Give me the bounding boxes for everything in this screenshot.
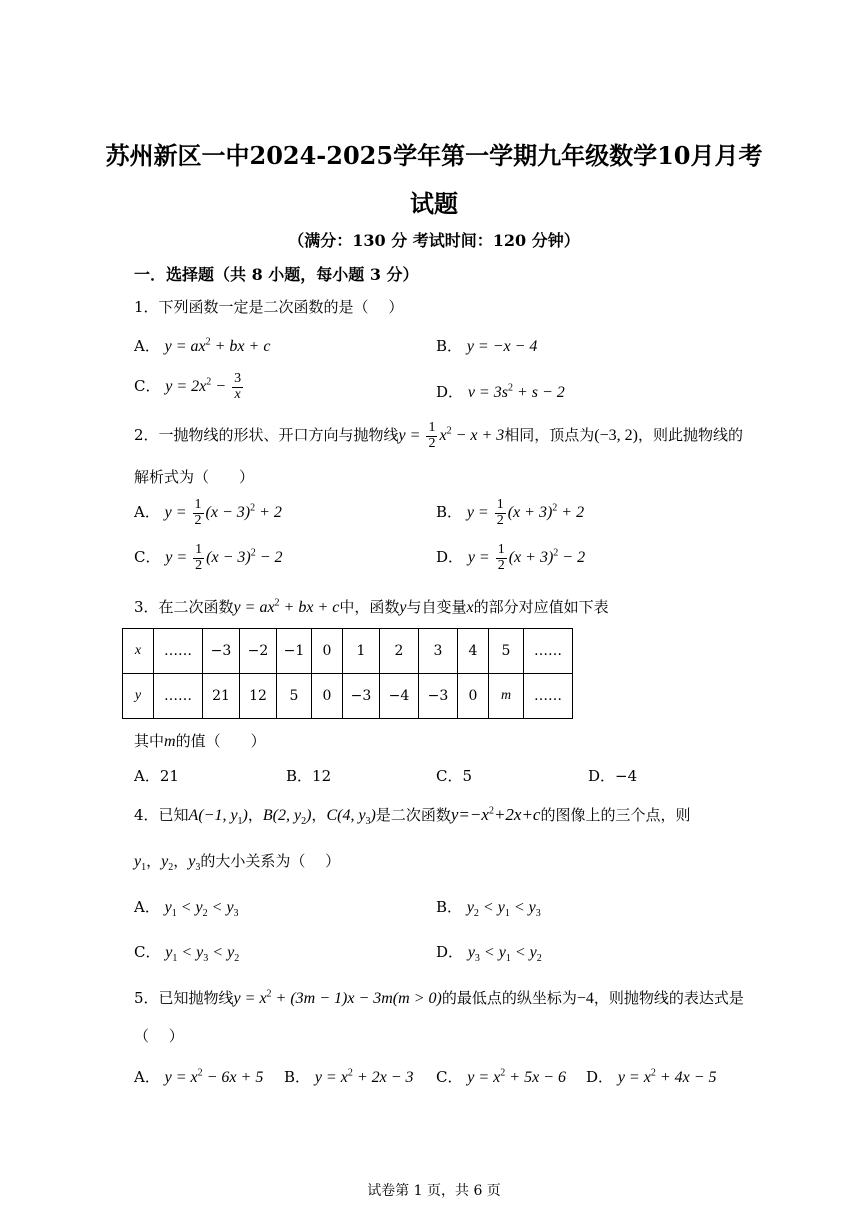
question-5-option-d: D． $y = x^2 + 4x - 5$	[586, 1067, 717, 1086]
table-cell: 21	[203, 674, 240, 719]
question-3-option-d: D．−4	[588, 767, 638, 785]
question-5-option-c: C． $y = x^2 + 5x - 6$	[436, 1067, 566, 1086]
question-2-option-a: A． y = $\frac{1}{2}$ $(x - 3)^2 + 2$	[134, 497, 282, 528]
table-cell: −3	[343, 674, 380, 719]
table-cell: m	[489, 674, 524, 719]
question-5-stem-line2: （ ）	[134, 1027, 184, 1045]
question-1-stem: 1．下列函数一定是二次函数的是（ ）	[134, 298, 404, 316]
table-cell: −2	[240, 629, 277, 674]
table-cell: −4	[380, 674, 419, 719]
question-1-option-d: D． $v = 3s^2 + s - 2$	[436, 382, 565, 401]
question-4-option-c: C． $y_1 < y_3 < y_2$	[134, 943, 240, 965]
question-2-option-d: D． y = $\frac{1}{2}$ $(x + 3)^2 - 2$	[436, 542, 586, 573]
table-cell: ……	[524, 674, 573, 719]
question-3-option-c: C．5	[436, 767, 473, 785]
table-row-x	[123, 629, 573, 674]
table-cell: 0	[312, 674, 343, 719]
table-cell: 5	[489, 629, 524, 674]
section-heading: 一．选择题（共 8 小题，每小题 3 分）	[134, 265, 419, 284]
table-cell: 4	[458, 629, 489, 674]
question-4-stem-line2: $y_1$，$y_2$，$y_3$的大小关系为（ ）	[134, 852, 341, 874]
table-cell: −1	[277, 629, 312, 674]
question-3-option-a: A．21	[134, 767, 179, 785]
question-5-option-a: A． $y = x^2 - 6x + 5$	[134, 1067, 264, 1086]
table-cell: 12	[240, 674, 277, 719]
table-cell: y	[123, 674, 154, 719]
table-cell: −3	[203, 629, 240, 674]
question-2-option-c: C． y = $\frac{1}{2}$ $(x - 3)^2 - 2$	[134, 542, 283, 573]
question-5-stem: 5．已知抛物线$y = x^2 + (3m - 1)x - 3m(m > 0)$的最低点的纵坐标为−4，则抛物线的表达式是	[134, 988, 744, 1007]
table-cell: x	[123, 629, 154, 674]
question-1-option-c: C． $y = 2x^2$ − $\frac{3}{x}$	[134, 371, 242, 402]
table-cell: ……	[154, 674, 203, 719]
value-table	[122, 628, 573, 719]
question-2-stem: 2．一抛物线的形状、开口方向与抛物线y = $\frac{1}{2}$ $x^2 - x + 3$相同，顶点为(−3, 2)，则此抛物线的	[134, 420, 743, 451]
table-cell: 1	[343, 629, 380, 674]
question-2-stem-line2: 解析式为（ ）	[134, 468, 255, 486]
table-cell: ……	[154, 629, 203, 674]
question-4-stem: 4．已知A(−1, $y_1$)，B(2, $y_2$)，C(4, $y_3$)是二次函数$y=-x^2+2x+c$的图像上的三个点，则	[134, 805, 691, 828]
question-3-stem: 3．在二次函数$y = ax^2$ + bx + c中，函数y与自变量x的部分对应值如下表	[134, 597, 609, 616]
table-cell: 0	[458, 674, 489, 719]
table-row-y	[123, 674, 573, 719]
question-1-option-a: A． $y = ax^2$ + bx + c	[134, 336, 271, 355]
table-cell: −3	[419, 674, 458, 719]
table-cell: ……	[524, 629, 573, 674]
question-5-option-b: B． $y = x^2 + 2x - 3$	[284, 1067, 414, 1086]
question-3-option-b: B．12	[286, 767, 332, 785]
table-cell: 0	[312, 629, 343, 674]
question-4-option-a: A． $y_1 < y_2 < y_3$	[134, 898, 239, 920]
question-1-option-b: B． y = −x − 4	[436, 337, 538, 355]
page-footer: 试卷第 1 页，共 6 页	[367, 1183, 501, 1199]
question-3-followup: 其中m的值（ ）	[134, 732, 266, 750]
question-4-option-b: B． $y_2 < y_1 < y_3$	[436, 898, 541, 920]
exam-info: （满分：130 分 考试时间：120 分钟）	[288, 231, 580, 250]
question-2-option-b: B． y = $\frac{1}{2}$ $(x + 3)^2 + 2$	[436, 497, 585, 528]
page-title: 苏州新区一中2024-2025学年第一学期九年级数学10月月考	[105, 141, 763, 170]
question-4-option-d: D． $y_3 < y_1 < y_2$	[436, 943, 542, 965]
page-title-continued: 试题	[410, 189, 458, 218]
table-cell: 5	[277, 674, 312, 719]
table-cell: 2	[380, 629, 419, 674]
table-cell: 3	[419, 629, 458, 674]
